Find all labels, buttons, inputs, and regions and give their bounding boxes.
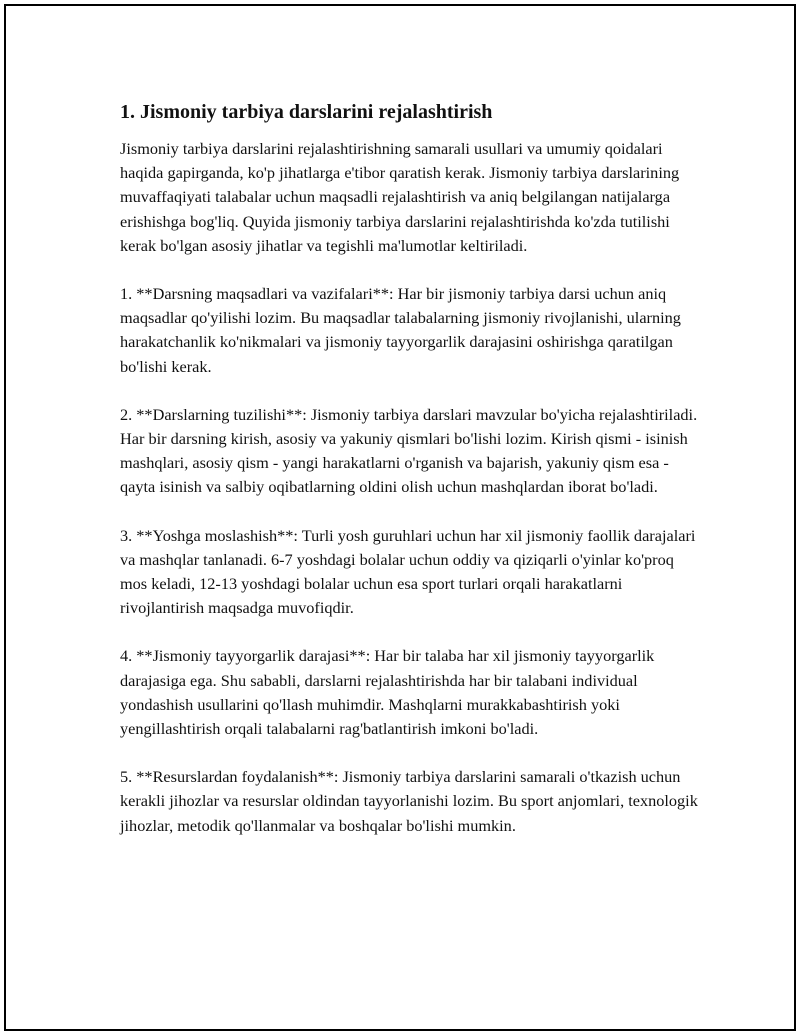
intro-paragraph: Jismoniy tarbiya darslarini rejalashtirishning samarali usullari va umumiy qoidalari haqida gapirganda, ko'p jihatlarga e'tibor qaratish kerak. Jismoniy tarbiya darslarining muvaffaqiyati talabalar uchun maqsadli rejalashtirish va aniq belgilangan natijalarga erishishga bog'liq. Quyida jismoniy tarbiya darslarini rejalashtirishda ko'zda tutilishi kerak bo'lgan asosiy jihatlar va tegishli ma'lumotlar keltiriladi. xyxy=(120,139,680,255)
page-title: 1. Jismoniy tarbiya darslarini rejalashtirish xyxy=(120,101,493,123)
document-body xyxy=(120,98,700,862)
paragraph-fitness-level: 4. **Jismoniy tayyorgarlik darajasi**: Har bir talaba har xil jismoniy tayyorgarlik darajasiga ega. Shu sababli, darslarni rejalashtirishda har bir talabani individual yondashish usullarini qo'llash muhimdir. Mashqlarni murakkabashtirish yoki yengillashtirish orqali talabalarni rag'batlantirish imkoni bo'ladi. xyxy=(120,646,655,739)
paragraph-resources: 5. **Resurslardan foydalanish**: Jismoniy tarbiya darslarini samarali o'tkazish uchun kerakli jihozlar va resurslar oldindan tayyorlanishi lozim. Bu sport anjomlari, texnologik jihozlar, metodik qo'llanmalar va boshqalar bo'lishi mumkin. xyxy=(120,767,698,835)
page-frame xyxy=(4,4,796,1031)
paragraph-age-adaptation: 3. **Yoshga moslashish**: Turli yosh guruhlari uchun har xil jismoniy faollik darajalari va mashqlar tanlanadi. 6-7 yoshdagi bolalar uchun oddiy va qiziqarli o'yinlar ko'proq mos keladi, 12-13 yoshdagi bolalar uchun esa sport turlari orqali harakatlarni rivojlantirish maqsadga muvofiqdir. xyxy=(120,525,696,618)
paragraph-lesson-goals: 1. **Darsning maqsadlari va vazifalari**: Har bir jismoniy tarbiya darsi uchun aniq maqsadlar qo'yilishi lozim. Bu maqsadlar talabalarning jismoniy rivojlanishi, ularning harakatchanlik ko'nikmalari va jismoniy tayyorgarlik darajasini oshirishga qaratilgan bo'lishi kerak. xyxy=(120,284,681,376)
paragraph-lesson-structure: 2. **Darslarning tuzilishi**: Jismoniy tarbiya darslari mavzular bo'yicha rejalashtiriladi. Har bir darsning kirish, asosiy va yakuniy qismlari bo'lishi lozim. Kirish qismi - isinish mashqlari, asosiy qism - yangi harakatlarni o'rganish va bajarish, yakuniy qism esa - qayta isinish va salbiy oqibatlarning oldini olish uchun mashqlardan iborat bo'ladi. xyxy=(120,404,698,497)
